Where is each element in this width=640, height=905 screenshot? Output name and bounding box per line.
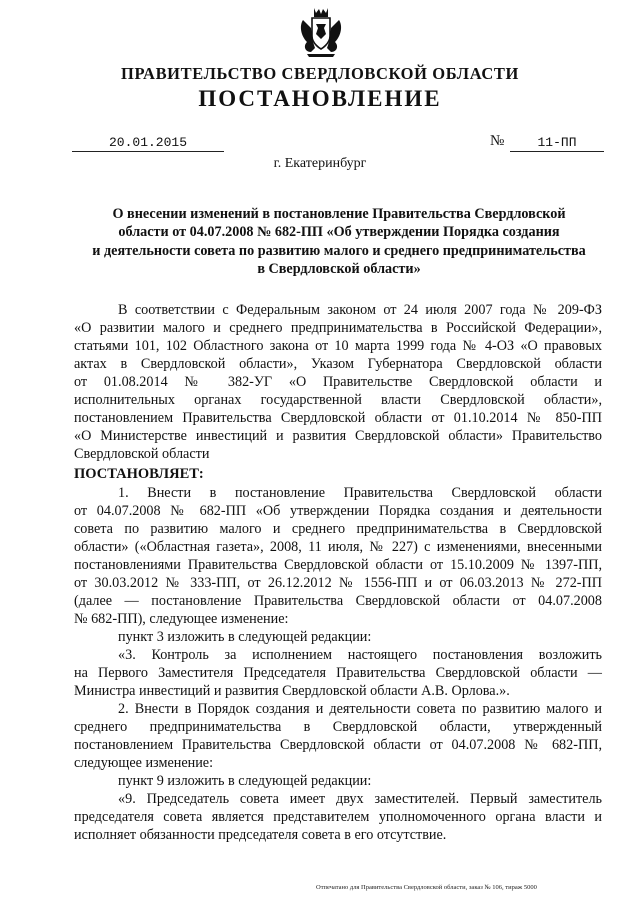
document-title (72, 205, 606, 278)
text-line: председателя совета является представителем уполномоченного органа власти и (74, 809, 602, 825)
text-line: Министра инвестиций и развития Свердловской области А.В. Орлова.». (74, 683, 510, 699)
text-line: актах в Свердловской области», Указом Губернатора Свердловской области (74, 356, 602, 372)
text-line: пункт 9 изложить в следующей редакции: (118, 773, 372, 789)
print-footer: Отпечатано для Правительства Свердловской области, заказ № 106, тираж 5000 (316, 884, 537, 891)
decree-word: ПОСТАНОВЛЯЕТ: (74, 466, 204, 482)
text-line: «О развитии малого и среднего предпринимательства в Российской Федерации», (74, 320, 602, 336)
title-line: в Свердловской области» (257, 260, 421, 277)
document-number: 11-ПП (510, 135, 604, 152)
title-line: области от 04.07.2008 № 682-ПП «Об утверждении Порядка создания (118, 224, 560, 241)
document-date: 20.01.2015 (72, 135, 224, 152)
text-line: пункт 3 изложить в следующей редакции: (118, 629, 372, 645)
text-line: (далее — постановление Правительства Свердловской области от 04.07.2008 (74, 593, 602, 609)
text-line: постановлением Правительства Свердловской области от 04.07.2008 № 682-ПП, (74, 737, 602, 753)
text-line: на Первого Заместителя Председателя Правительства Свердловской области — (74, 665, 602, 681)
text-line: области» («Областная газета», 2008, 11 июля, № 227) с изменениями, внесенными (74, 539, 602, 555)
title-line: О внесении изменений в постановление Правительства Свердловской (112, 206, 566, 222)
text-line: 2. Внести в Порядок создания и деятельности совета по развитию малого и (118, 701, 602, 717)
text-line: среднего предпринимательства в Свердловской области, утвержденный (74, 719, 602, 735)
title-line: и деятельности совета по развитию малого и среднего предпринимательства (92, 242, 586, 259)
text-line: «3. Контроль за исполнением настоящего постановления возложить (118, 647, 602, 663)
document-type: ПОСТАНОВЛЕНИЕ (198, 86, 442, 111)
text-line: постановлениями Правительства Свердловской области от 15.10.2009 № 1397-ПП, (74, 557, 602, 573)
city: г. Екатеринбург (273, 156, 367, 171)
text-line: исполнительных органах государственной власти Свердловской области», (74, 392, 602, 408)
text-line: «9. Председатель совета имеет двух заместителей. Первый заместитель (118, 791, 602, 807)
text-line: В соответствии с Федеральным законом от 24 июля 2007 года № 209-ФЗ (118, 302, 602, 318)
text-line: от 04.07.2008 № 682-ПП «Об утверждении Порядка создания и деятельности (74, 503, 602, 519)
text-line: Свердловской области (74, 446, 210, 462)
number-sign: № (490, 133, 505, 149)
text-line: исполняет обязанности председателя совета в его отсутствие. (74, 827, 447, 843)
text-line: от 01.08.2014 № 382-УГ «О Правительстве Свердловской области и (74, 374, 602, 390)
text-line: совета по развитию малого и среднего предпринимательства в Свердловской (74, 521, 602, 537)
government-name: ПРАВИТЕЛЬСТВО СВЕРДЛОВСКОЙ ОБЛАСТИ (121, 64, 519, 83)
text-line: следующее изменение: (74, 755, 214, 771)
text-line: 1. Внести в постановление Правительства Свердловской области (118, 485, 602, 501)
text-line: № 682-ПП), следующее изменение: (74, 611, 289, 627)
coat-of-arms-icon (297, 6, 345, 58)
text-line: постановлением Правительства Свердловской области от 01.10.2014 № 850-ПП (74, 410, 602, 426)
text-line: статьями 101, 102 Областного закона от 10 марта 1999 года № 4-ОЗ «О правовых (74, 338, 602, 354)
text-line: «О Министерстве инвестиций и развития Свердловской области» Правительство (74, 428, 602, 444)
text-line: от 30.03.2012 № 333-ПП, от 26.12.2012 № 1556-ПП и от 06.03.2013 № 272-ПП (74, 575, 602, 591)
